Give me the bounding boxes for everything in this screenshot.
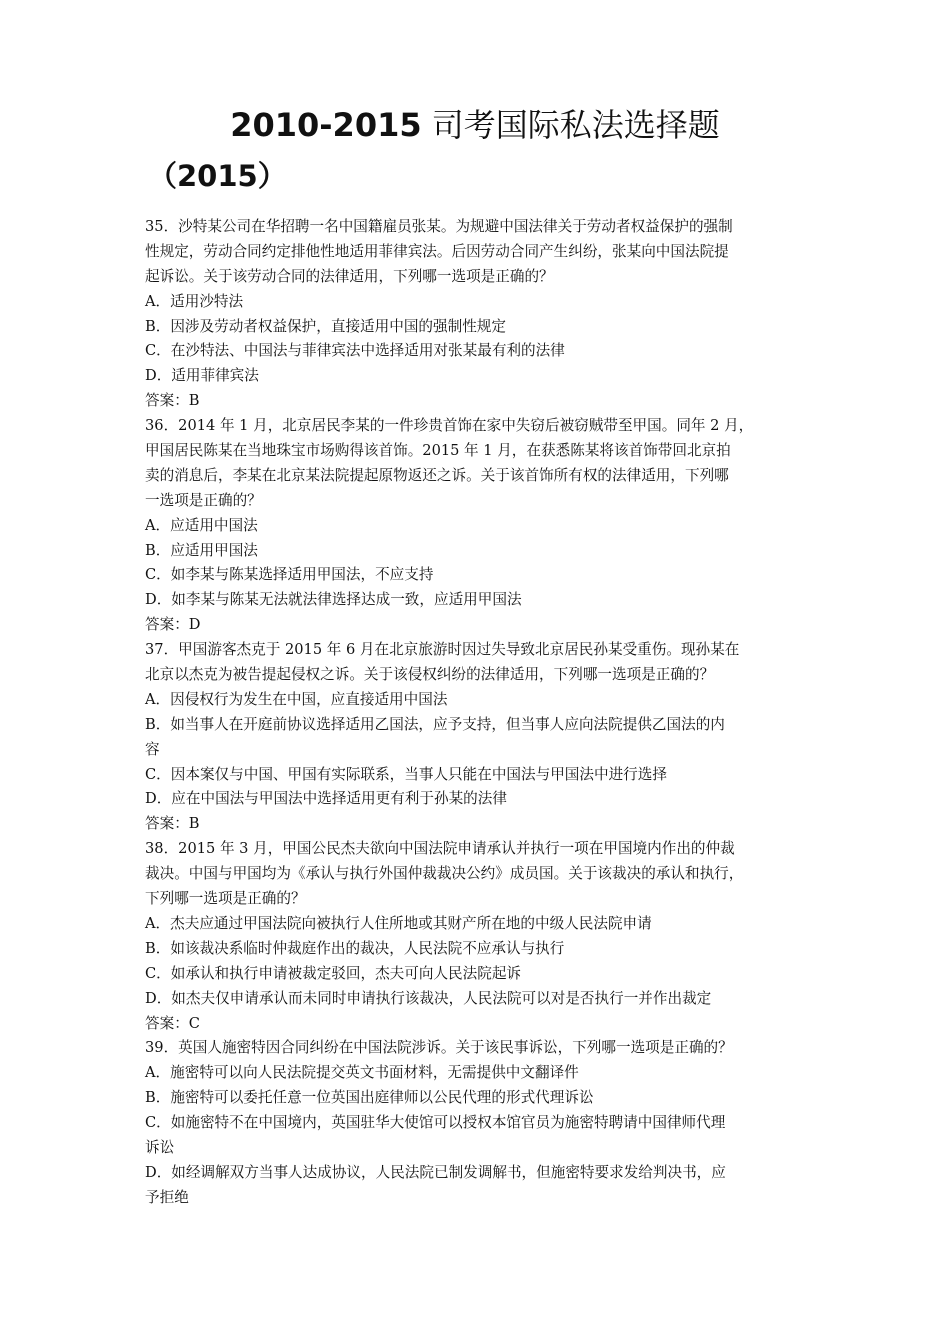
option-line: 容	[145, 740, 160, 758]
option-line: D．如杰夫仅申请承认而未同时申请执行该裁决，人民法院可以对是否执行一并作出裁定	[145, 989, 712, 1007]
option-line: A．因侵权行为发生在中国，应直接适用中国法	[145, 690, 448, 708]
option-line: D．如经调解双方当事人达成协议，人民法院已制发调解书，但施密特要求发给判决书，应	[145, 1163, 726, 1181]
option-line: C．因本案仅与中国、甲国有实际联系，当事人只能在中国法与甲国法中进行选择	[145, 765, 667, 783]
text-line: 性规定，劳动合同约定排他性地适用菲律宾法。后因劳动合同产生纠纷，张某向中国法院提	[145, 242, 729, 260]
option-line: 予拒绝	[145, 1188, 189, 1206]
text-line: 起诉讼。关于该劳动合同的法律适用，下列哪一选项是正确的？	[145, 267, 554, 285]
title-text: 司考国际私法选择题	[431, 106, 720, 144]
text-line: 35．沙特某公司在华招聘一名中国籍雇员张某。为规避中国法律关于劳动者权益保护的强制	[145, 218, 733, 235]
option-line: B．因涉及劳动者权益保护，直接适用中国的强制性规定	[145, 317, 506, 335]
page-subtitle: （2015）	[148, 159, 287, 193]
option-line: C．在沙特法、中国法与菲律宾法中选择适用对张某最有利的法律	[145, 342, 565, 360]
text-line: 卖的消息后，李某在北京某法院提起原物返还之诉。关于该首饰所有权的法律适用，下列哪	[145, 466, 729, 484]
text-line: 一选项是正确的？	[145, 491, 262, 509]
title-years: 2010-2015	[230, 106, 422, 144]
option-line: C．如李某与陈某选择适用甲国法，不应支持	[145, 566, 434, 584]
option-line: D．适用菲律宾法	[145, 367, 259, 385]
option-line: A．杰夫应通过甲国法院向被执行人住所地或其财产所在地的中级人民法院申请	[145, 914, 652, 932]
option-line: D．应在中国法与甲国法中选择适用更有利于孙某的法律	[145, 790, 507, 808]
option-line: A．施密特可以向人民法院提交英文书面材料，无需提供中文翻译件	[145, 1064, 579, 1082]
option-line: B．施密特可以委托任意一位英国出庭律师以公民代理的形式代理诉讼	[145, 1089, 594, 1107]
option-line: C．如施密特不在中国境内，英国驻华大使馆可以授权本馆官员为施密特聘请中国律师代理	[145, 1114, 726, 1132]
answer-line: 答案：C	[145, 1014, 200, 1032]
option-line: A．应适用中国法	[145, 516, 258, 534]
text-line: 北京以杰克为被告提起侵权之诉。关于该侵权纠纷的法律适用，下列哪一选项是正确的？	[145, 666, 715, 684]
answer-line: 答案：D	[145, 616, 201, 634]
option-line: B．如该裁决系临时仲裁庭作出的裁决，人民法院不应承认与执行	[145, 939, 565, 957]
option-line: C．如承认和执行申请被裁定驳回，杰夫可向人民法院起诉	[145, 964, 522, 982]
option-line: B．应适用甲国法	[145, 541, 258, 559]
text-line: 39．英国人施密特因合同纠纷在中国法院涉诉。关于该民事诉讼，下列哪一选项是正确的？	[145, 1039, 733, 1057]
option-line: D．如李某与陈某无法就法律选择达成一致，应适用甲国法	[145, 591, 522, 609]
question-list	[145, 215, 810, 1211]
page-title	[0, 102, 950, 148]
text-line: 甲国居民陈某在当地珠宝市场购得该首饰。2015 年 1 月，在获悉陈某将该首饰带回北京拍	[145, 442, 731, 460]
answer-line: 答案：B	[145, 392, 200, 410]
text-line: 37．甲国游客杰克于 2015 年 6 月在北京旅游时因过失导致北京居民孙某受重伤。现孙某在	[145, 641, 740, 659]
text-line: 36．2014 年 1 月，北京居民李某的一件珍贵首饰在家中失窃后被窃贼带至甲国。同年 2 月，	[145, 417, 754, 435]
text-line: 下列哪一选项是正确的？	[145, 890, 306, 908]
text-line: 38．2015 年 3 月，甲国公民杰夫欲向中国法院申请承认并执行一项在甲国境内作出的仲裁	[145, 840, 735, 858]
answer-line: 答案：B	[145, 815, 200, 833]
text-line: 裁决。中国与甲国均为《承认与执行外国仲裁裁决公约》成员国。关于该裁决的承认和执行，	[145, 865, 744, 883]
option-line: A．适用沙特法	[145, 292, 244, 310]
option-line: B．如当事人在开庭前协议选择适用乙国法，应予支持，但当事人应向法院提供乙国法的内	[145, 715, 725, 733]
option-line: 诉讼	[145, 1138, 175, 1156]
